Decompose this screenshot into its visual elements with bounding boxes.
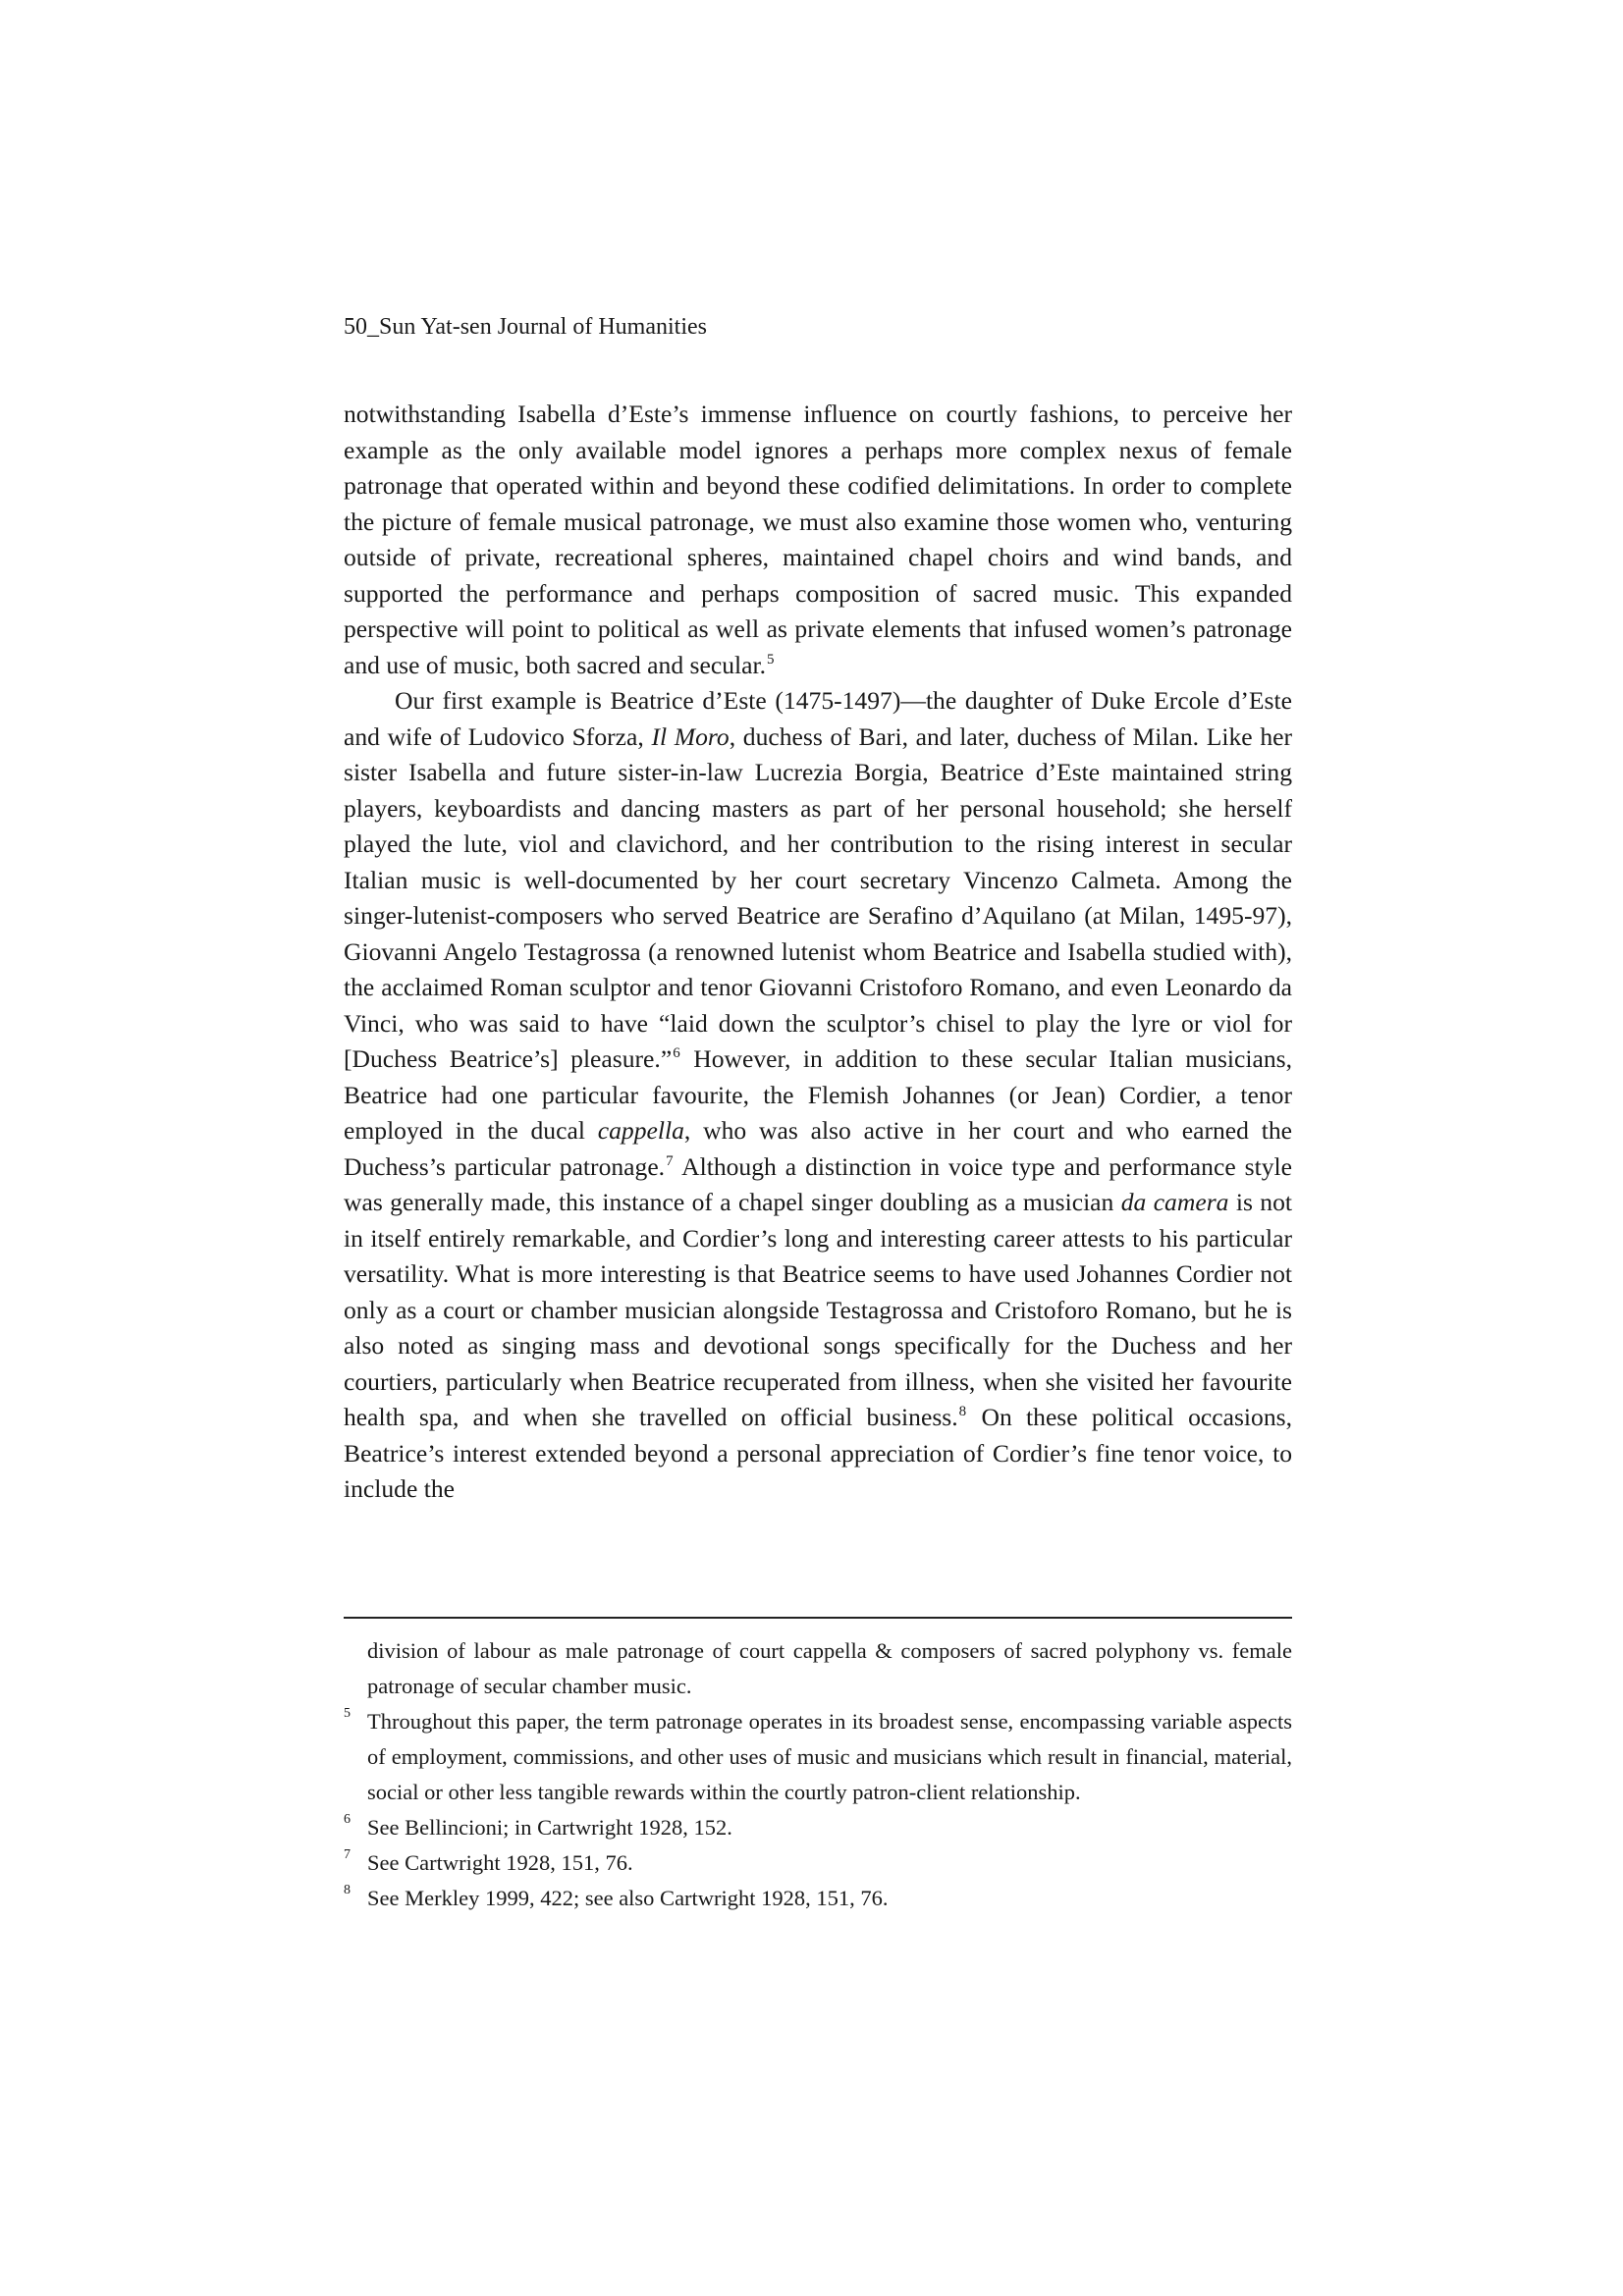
emphasis-da-camera: da camera (1120, 1188, 1229, 1216)
footnote-ref-8[interactable]: 8 (958, 1404, 967, 1419)
footnote-5 (344, 1704, 1292, 1810)
paragraph-2-text-4: , who was also active in her court and who earned the Duchess’s particular patronage. (344, 1116, 1293, 1181)
footnote-text: See Merkley 1999, 422; see also Cartwright 1928, 151, 76. (367, 1886, 889, 1910)
footnote-7 (344, 1845, 1292, 1881)
paragraph-1 (344, 397, 1292, 683)
emphasis-il-moro: Il Moro (651, 721, 730, 751)
paragraph-2-text-7: On these political occasions, Beatrice’s interest extended beyond a personal appreciation of Cordier’s fine tenor voice, to include the (344, 1403, 1292, 1503)
emphasis-cappella: cappella (597, 1116, 684, 1145)
footnote-text: See Bellincioni; in Cartwright 1928, 152. (367, 1815, 732, 1840)
paragraph-2-text-5: Although a distinction in voice type and performance style was generally made, this instance of a chapel singer doubling as a musician (344, 1151, 1292, 1216)
footnote-number: 5 (344, 1706, 351, 1721)
footnote-6 (344, 1810, 1292, 1845)
paragraph-2-text-6: is not in itself entirely remarkable, and Cordier’s long and interesting career attests to his particular versatility. What is more interesting is that Beatrice seems to have used Johannes Cordier not only as a court or chamber musician alongside Testagrossa and Cristoforo Romano, but he is also noted as singing mass and devotional songs specifically for the Duchess and her courtiers, particularly when Beatrice recuperated from illness, when she visited her favourite health spa, and when she travelled on official business. (344, 1188, 1292, 1431)
footnote-ref-6[interactable]: 6 (673, 1045, 680, 1061)
footnote-separator (344, 1617, 1292, 1619)
paragraph-1-text: notwithstanding Isabella d’Este’s immense influence on courtly fashions, to perceive her example as the only available model ignores a perhaps more complex nexus of female patronage that operated within and beyond these codified delimitations. In order to complete the picture of female musical patronage, we must also examine those women who, venturing outside of private, recreational spheres, maintained chapel choirs and wind bands, and supported the performance and perhaps composition of sacred music. This expanded perspective will point to political as well as private elements that infused women’s patronage and use of music, both sacred and secular. (344, 400, 1292, 679)
paragraph-2-text-1: Our first example is Beatrice d’Este (1475-1497)—the daughter of Duke Ercole d’Este and wife of Ludovico Sforza, (344, 686, 1292, 751)
footnote-number: 8 (344, 1883, 351, 1897)
footnote-8 (344, 1881, 1292, 1916)
footnote-text: See Cartwright 1928, 151, 76. (367, 1850, 633, 1875)
body-text (344, 397, 1292, 1508)
footnote-text: Throughout this paper, the term patronage operates in its broadest sense, encompassing variable aspects of employment, commissions, and other uses of music and musicians which result in financial, material, social or other less tangible rewards within the courtly patron-client relationship. (367, 1709, 1292, 1804)
page-header: 50_Sun Yat-sen Journal of Humanities (344, 314, 707, 340)
footnote-number: 6 (344, 1812, 351, 1827)
footnotes (344, 1633, 1292, 1916)
footnote-ref-5[interactable]: 5 (766, 651, 775, 667)
footnote-number: 7 (344, 1847, 351, 1862)
footnote-ref-7[interactable]: 7 (666, 1152, 674, 1169)
footnote-continued-text: division of labour as male patronage of court cappella & composers of sacred polyphony vs. female patronage of secular chamber music. (367, 1638, 1292, 1698)
paragraph-2-text-3: However, in addition to these secular Italian musicians, Beatrice had one particular favourite, the Flemish Johannes (or Jean) Cordier, a tenor employed in the ducal (344, 1044, 1292, 1145)
footnote-continued (344, 1633, 1292, 1704)
paragraph-2-text-2: , duchess of Bari, and later, duchess of Milan. Like her sister Isabella and future sister-in-law Lucrezia Borgia, Beatrice d’Este maintained string players, keyboardists and dancing masters as part of her personal household; she herself played the lute, viol and clavichord, and her contribution to the rising interest in secular Italian music is well-documented by her court secretary Vincenzo Calmeta. Among the singer-lutenist-composers who served Beatrice are Serafino d’Aquilano (at Milan, 1495-97), Giovanni Angelo Testagrossa (a renowned lutenist whom Beatrice and Isabella studied with), the acclaimed Roman sculptor and tenor Giovanni Cristoforo Romano, and even Leonardo da Vinci, who was said to have “laid down the sculptor’s chisel to play the lyre or viol for [Duchess Beatrice’s] pleasure.” (344, 721, 1292, 1073)
paragraph-2 (344, 683, 1292, 1508)
